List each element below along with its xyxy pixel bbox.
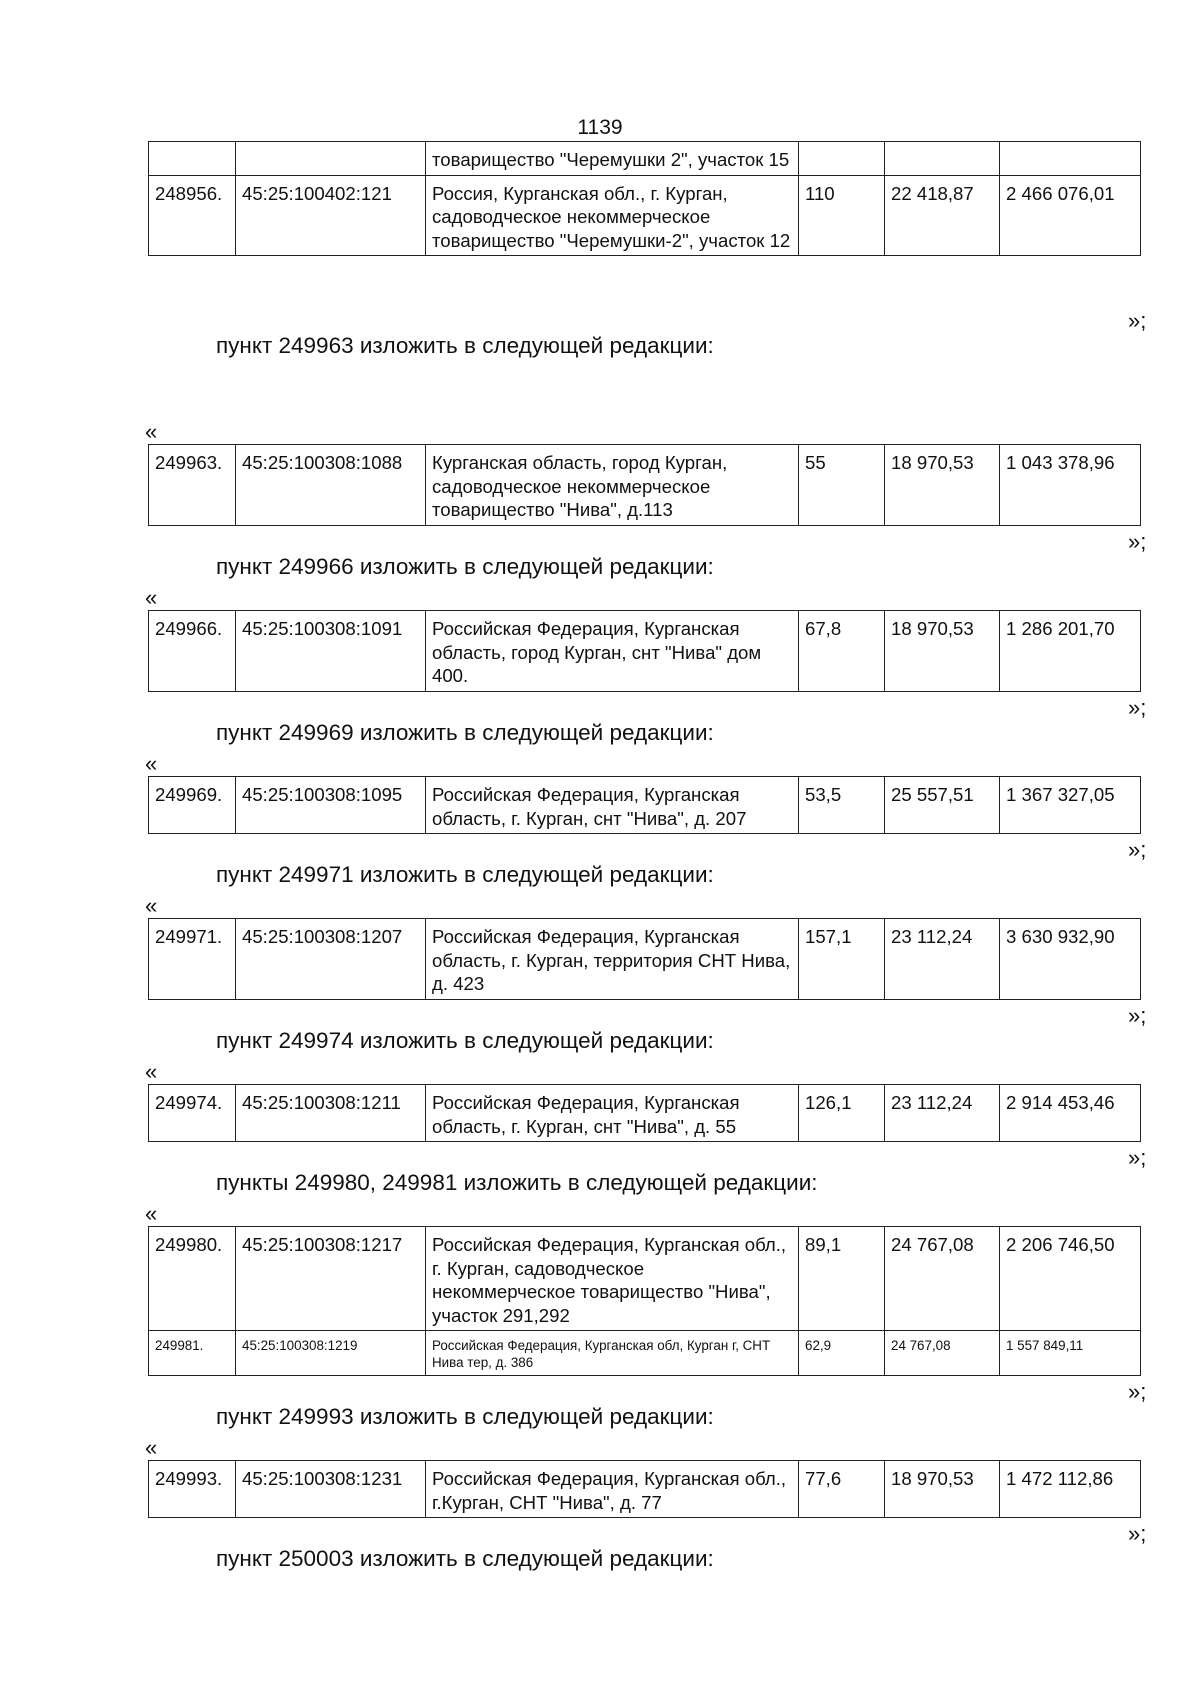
amendment-instruction: пункт 249974 изложить в следующей редакции: [216, 1028, 714, 1053]
cadastral-number: 45:25:100402:121 [236, 175, 426, 256]
registry-table [148, 1226, 1141, 1376]
unit-price: 18 970,53 [885, 445, 1000, 526]
amendment-instruction: пункт 249969 изложить в следующей редакции: [216, 720, 714, 745]
closing-quote: »; [1128, 1003, 1147, 1028]
amendment-instruction: пункт 249993 изложить в следующей редакции: [216, 1404, 714, 1429]
opening-quote: « [145, 893, 158, 918]
cadastral-value: 3 630 932,90 [1000, 919, 1141, 1000]
row-number: 249974. [149, 1085, 236, 1142]
table-row [149, 919, 1141, 1000]
area: 126,1 [799, 1085, 885, 1142]
row-number: 249980. [149, 1227, 236, 1331]
unit-price [885, 142, 1000, 176]
area: 67,8 [799, 611, 885, 692]
address: Российская Федерация, Курганская область, г. Курган, снт "Нива", д. 55 [426, 1085, 799, 1142]
cadastral-value [1000, 142, 1141, 176]
cadastral-number: 45:25:100308:1088 [236, 445, 426, 526]
area: 89,1 [799, 1227, 885, 1331]
unit-price: 23 112,24 [885, 1085, 1000, 1142]
closing-quote: »; [1128, 1521, 1147, 1546]
unit-price: 25 557,51 [885, 777, 1000, 834]
row-number: 249971. [149, 919, 236, 1000]
cadastral-number: 45:25:100308:1219 [236, 1331, 426, 1376]
address: Российская Федерация, Курганская обл., г.Курган, СНТ "Нива", д. 77 [426, 1461, 799, 1518]
cadastral-value: 1 286 201,70 [1000, 611, 1141, 692]
cadastral-number: 45:25:100308:1095 [236, 777, 426, 834]
amendment-instruction: пункты 249980, 249981 изложить в следующей редакции: [216, 1170, 818, 1195]
cadastral-number: 45:25:100308:1211 [236, 1085, 426, 1142]
unit-price: 22 418,87 [885, 175, 1000, 256]
table-row [149, 175, 1141, 256]
row-number: 249966. [149, 611, 236, 692]
row-number: 249969. [149, 777, 236, 834]
unit-price: 24 767,08 [885, 1331, 1000, 1376]
area: 62,9 [799, 1331, 885, 1376]
cadastral-number [236, 142, 426, 176]
closing-quote: »; [1128, 529, 1147, 554]
row-number: 248956. [149, 175, 236, 256]
row-number: 249981. [149, 1331, 236, 1376]
closing-quote: »; [1128, 1145, 1147, 1170]
cadastral-number: 45:25:100308:1091 [236, 611, 426, 692]
table-row [149, 1227, 1141, 1331]
registry-table [148, 444, 1141, 526]
unit-price: 18 970,53 [885, 1461, 1000, 1518]
amendment-instruction: пункт 249971 изложить в следующей редакции: [216, 862, 714, 887]
registry-table-continuation [148, 141, 1141, 256]
table-row [149, 445, 1141, 526]
cadastral-value: 1 367 327,05 [1000, 777, 1141, 834]
cadastral-number: 45:25:100308:1231 [236, 1461, 426, 1518]
amendment-instruction: пункт 250003 изложить в следующей редакции: [216, 1546, 714, 1571]
cadastral-number: 45:25:100308:1217 [236, 1227, 426, 1331]
opening-quote: « [145, 1435, 158, 1460]
opening-quote: « [145, 419, 158, 444]
table-row [149, 1461, 1141, 1518]
registry-table [148, 776, 1141, 834]
opening-quote: « [145, 585, 158, 610]
registry-table [148, 1460, 1141, 1518]
address: Российская Федерация, Курганская область, г. Курган, снт "Нива", д. 207 [426, 777, 799, 834]
area: 53,5 [799, 777, 885, 834]
cadastral-value: 2 206 746,50 [1000, 1227, 1141, 1331]
area: 157,1 [799, 919, 885, 1000]
address: Российская Федерация, Курганская обл, Курган г, СНТ Нива тер, д. 386 [426, 1331, 799, 1376]
table-row [149, 1085, 1141, 1142]
unit-price: 24 767,08 [885, 1227, 1000, 1331]
registry-table [148, 918, 1141, 1000]
address: товарищество "Черемушки 2", участок 15 [426, 142, 799, 176]
address: Российская Федерация, Курганская обл., г. Курган, садоводческое некоммерческое товарищество "Нива", участок 291,292 [426, 1227, 799, 1331]
closing-quote: »; [1128, 695, 1147, 720]
opening-quote: « [145, 751, 158, 776]
area: 77,6 [799, 1461, 885, 1518]
table-row [149, 1331, 1141, 1376]
closing-quote: »; [1128, 837, 1147, 862]
unit-price: 23 112,24 [885, 919, 1000, 1000]
opening-quote: « [145, 1059, 158, 1084]
cadastral-value: 2 914 453,46 [1000, 1085, 1141, 1142]
address: Российская Федерация, Курганская область, город Курган, снт "Нива" дом 400. [426, 611, 799, 692]
amendment-instruction: пункт 249963 изложить в следующей редакции: [216, 333, 714, 358]
amendment-instruction: пункт 249966 изложить в следующей редакции: [216, 554, 714, 579]
address: Россия, Курганская обл., г. Курган, садоводческое некоммерческое товарищество "Черемушки-2", участок 12 [426, 175, 799, 256]
table-row [149, 142, 1141, 176]
table-row [149, 611, 1141, 692]
table-row [149, 777, 1141, 834]
cadastral-value: 2 466 076,01 [1000, 175, 1141, 256]
row-number: 249993. [149, 1461, 236, 1518]
cadastral-value: 1 557 849,11 [1000, 1331, 1141, 1376]
unit-price: 18 970,53 [885, 611, 1000, 692]
area: 55 [799, 445, 885, 526]
page-number: 1139 [577, 116, 623, 139]
registry-table [148, 1084, 1141, 1142]
address: Российская Федерация, Курганская область, г. Курган, территория СНТ Нива, д. 423 [426, 919, 799, 1000]
opening-quote: « [145, 1201, 158, 1226]
cadastral-number: 45:25:100308:1207 [236, 919, 426, 1000]
cadastral-value: 1 043 378,96 [1000, 445, 1141, 526]
row-number [149, 142, 236, 176]
row-number: 249963. [149, 445, 236, 526]
area: 110 [799, 175, 885, 256]
closing-quote: »; [1128, 1379, 1147, 1404]
closing-quote: »; [1128, 308, 1147, 333]
registry-table [148, 610, 1141, 692]
cadastral-value: 1 472 112,86 [1000, 1461, 1141, 1518]
area [799, 142, 885, 176]
address: Курганская область, город Курган, садоводческое некоммерческое товарищество "Нива", д.113 [426, 445, 799, 526]
